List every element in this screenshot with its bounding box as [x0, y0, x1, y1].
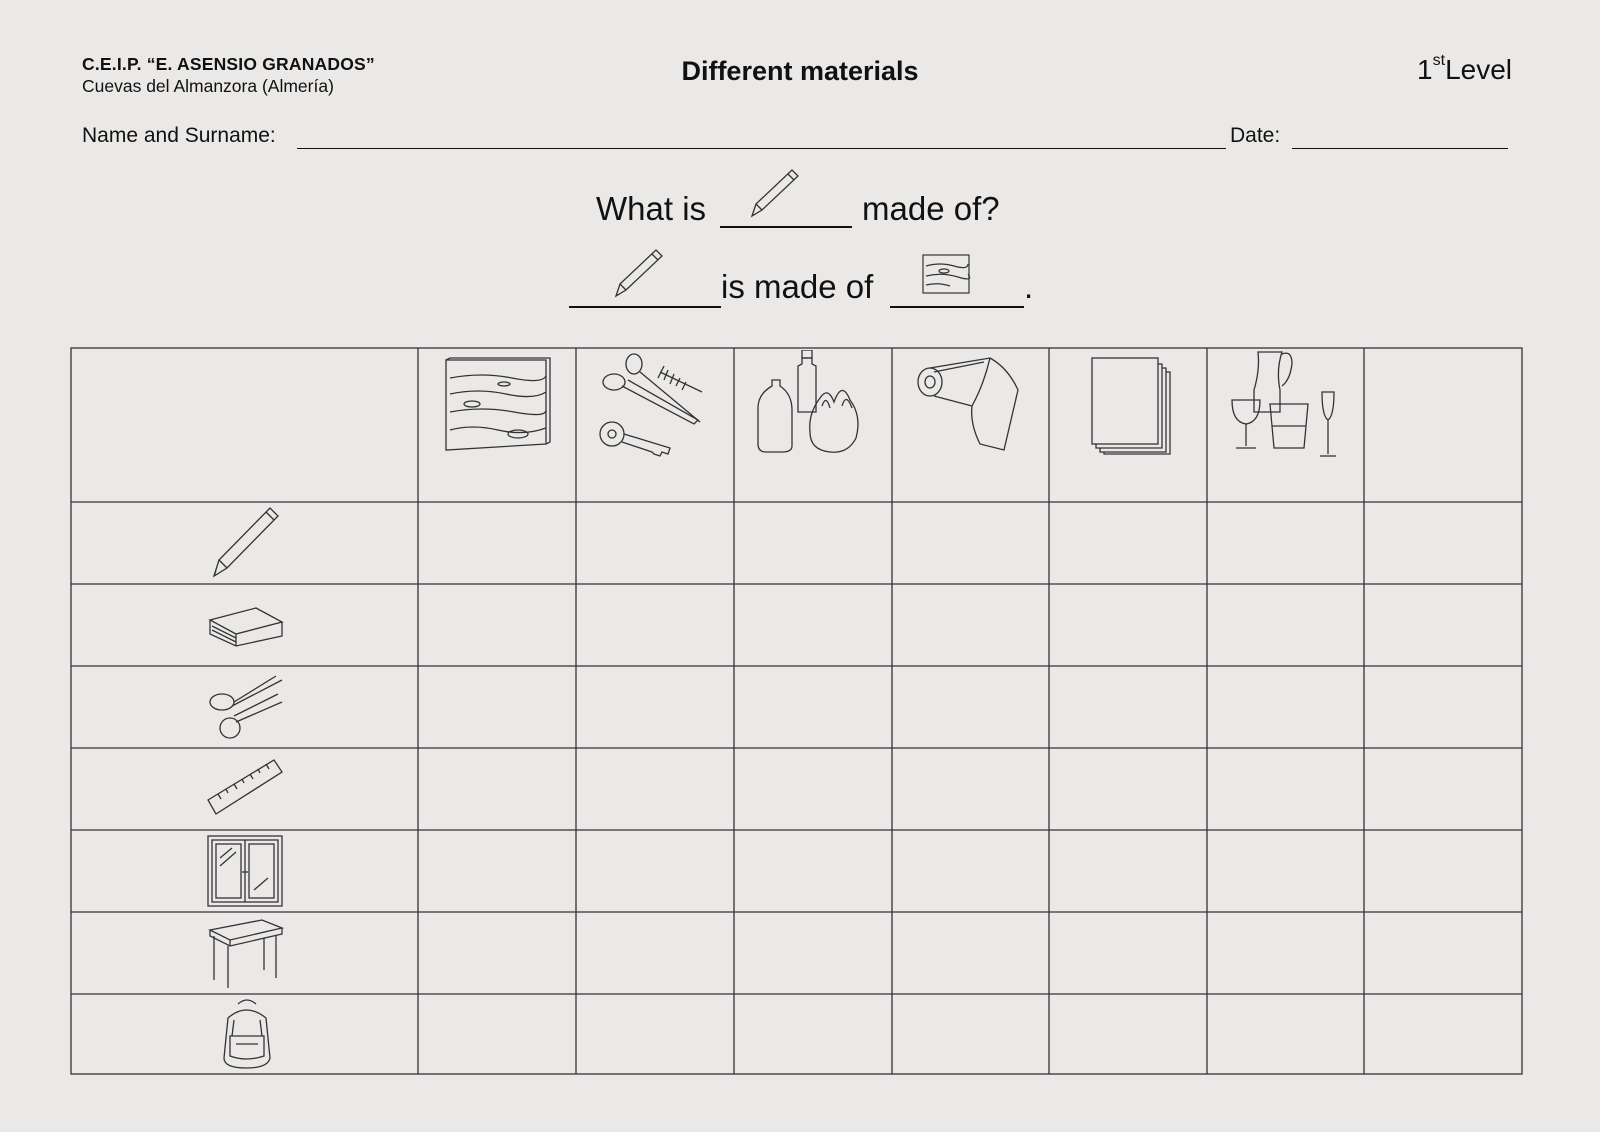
- wood-plank-icon: [442, 354, 554, 456]
- paper-stack-icon: [1088, 354, 1174, 456]
- name-label: Name and Surname:: [82, 124, 276, 147]
- pencil-icon: [210, 504, 282, 580]
- desk-icon: [206, 916, 286, 990]
- window-icon: [206, 834, 284, 908]
- page-title: Different materials: [681, 56, 919, 86]
- level-number: 1: [1417, 54, 1433, 85]
- scissors-icon: [206, 672, 286, 742]
- example-answer-end: .: [1024, 268, 1034, 305]
- school-town: Cuevas del Almanzora (Almería): [82, 76, 334, 96]
- book-icon: [206, 604, 286, 650]
- backpack-icon: [220, 996, 274, 1070]
- fabric-roll-icon: [914, 354, 1028, 454]
- metal-objects-icon: [598, 352, 712, 460]
- school-name: C.E.I.P. “E. ASENSIO GRANADOS”: [82, 54, 375, 74]
- glassware-icon: [1230, 350, 1344, 462]
- example-question-start: What is: [596, 190, 707, 227]
- level-word: Level: [1445, 54, 1512, 85]
- ruler-icon: [204, 756, 286, 820]
- example-answer-middle: is made of: [721, 268, 874, 305]
- example-question-end: made of?: [862, 190, 1000, 227]
- level-suffix: st: [1432, 51, 1446, 69]
- date-label: Date:: [1230, 124, 1281, 147]
- plastic-objects-icon: [756, 350, 872, 456]
